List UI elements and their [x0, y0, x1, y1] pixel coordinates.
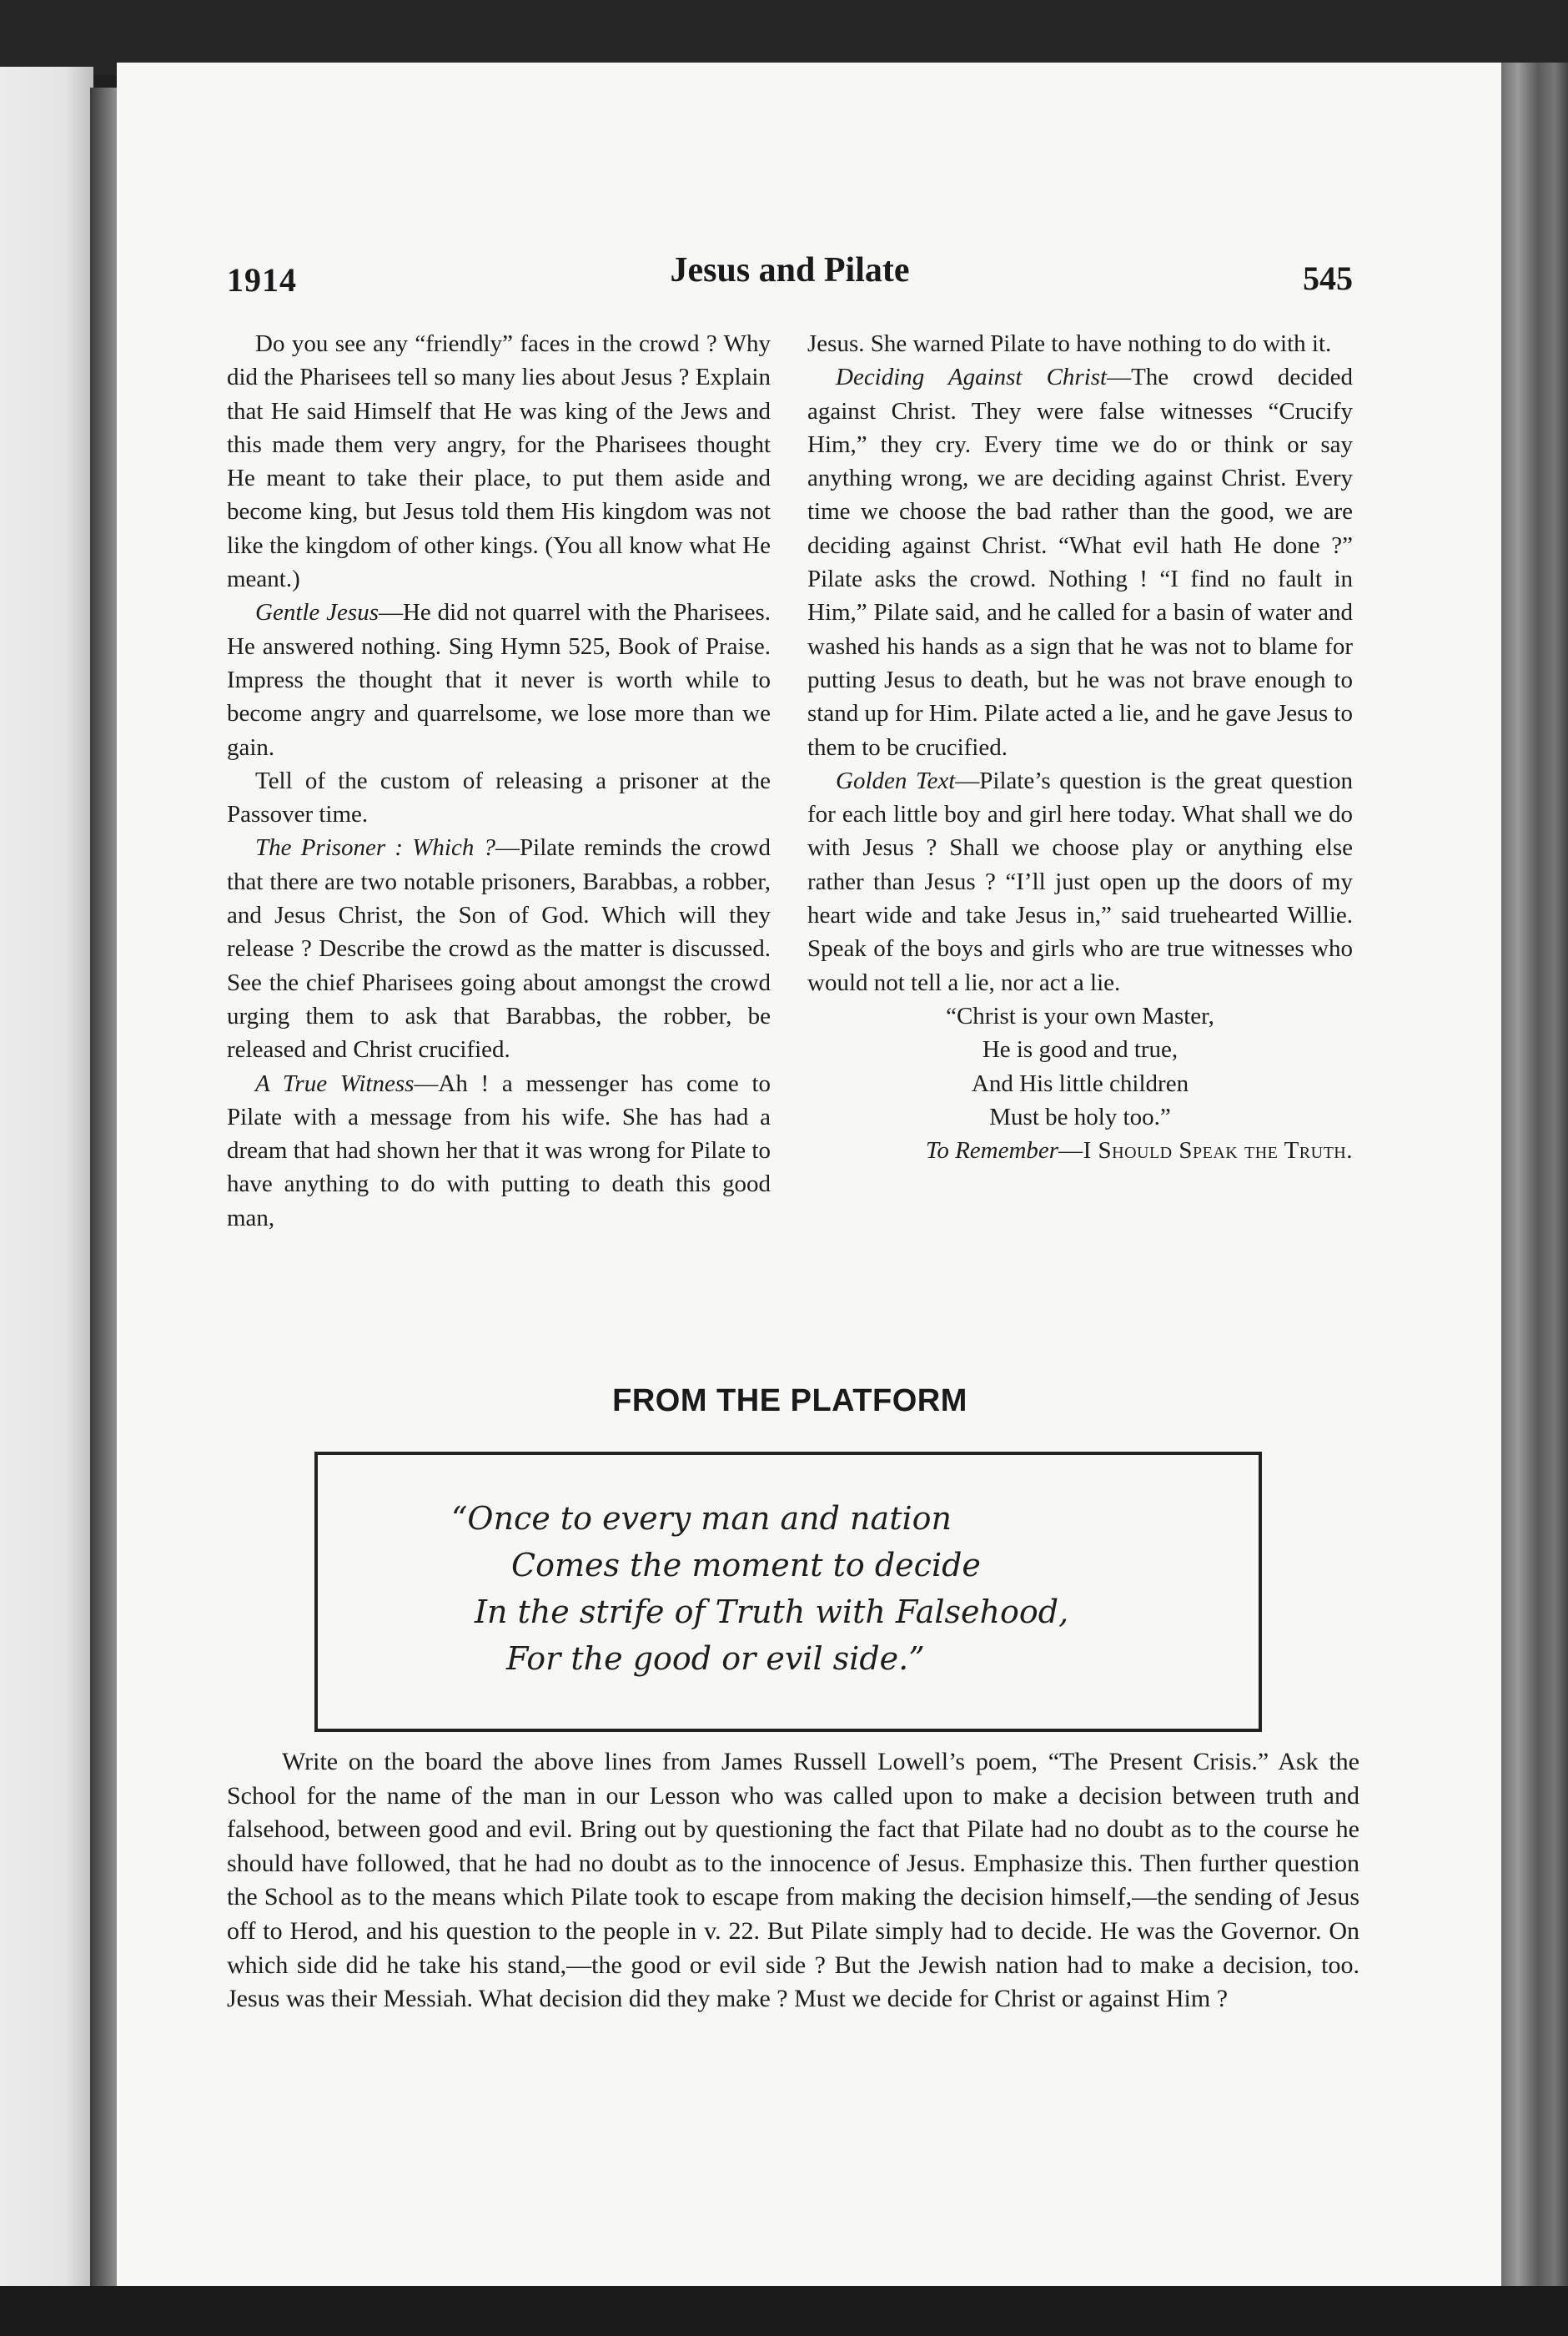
facing-page-edge	[0, 67, 93, 2286]
quote-line: “Once to every man and nation	[451, 1500, 952, 1537]
section-title: FROM THE PLATFORM	[612, 1383, 967, 1418]
paragraph	[807, 360, 1353, 764]
page-number: 545	[1303, 259, 1353, 297]
page-stack-edge	[1501, 63, 1568, 2286]
verse-line: Must be holy too.”	[989, 1103, 1171, 1130]
paragraph-text: —He did not quarrel with the Pharisees. He answered nothing. Sing Hymn 525, Book of Praise. Impress the thought that it never is worth while to become angry and quarrelsome, we lose more than we gain.	[227, 599, 771, 761]
running-header	[227, 250, 1353, 309]
paragraph: Jesus. She warned Pilate to have nothing to do with it.	[807, 330, 1332, 357]
quote-line: Comes the moment to decide	[511, 1547, 981, 1583]
header-year: 1914	[227, 261, 297, 299]
poem-quote	[451, 1495, 1202, 1682]
page-title: Jesus and Pilate	[670, 251, 910, 289]
paragraph-heading: The Prisoner : Which ?	[255, 834, 496, 862]
platform-body-text: Write on the board the above lines from James Russell Lowell’s poem, “The Present Crisis.” Ask the School for the name of the man in our Lesson who was called upon to make a decision between truth and falsehood, between good and evil. Bring out by questioning the fact that Pilate had no doubt as to the course he should have followed, that he had no doubt as to the innocence of Jesus. Emphasize this. Then further question the School as to the means which Pilate took to escape from making the decision himself,—the sending of Jesus off to Herod, and his question to the people in v. 22. But Pilate simply had to decide. He was the Governor. On which side did he take his stand,—the good or evil side ? But the Jewish nation had to make a decision, too. Jesus was their Messiah. What decision did they make ? Must we decide for Christ or against Him ?	[227, 1748, 1359, 2013]
verse-line: “Christ is your own Master,	[946, 1002, 1214, 1030]
quote-line: For the good or evil side.”	[506, 1640, 925, 1677]
paragraph	[227, 831, 771, 1066]
scan-background-bottom	[0, 2286, 1568, 2336]
paragraph-heading: Gentle Jesus	[255, 599, 379, 627]
paragraph-heading: Golden Text	[836, 767, 956, 794]
paragraph-text: —The crowd decided against Christ. They were false witnesses “Crucify Him,” they cry. Every time we do or think or say anything wrong, we are deciding against Christ. Every time we choose the bad rather than the good, we are deciding against Christ. “What evil hath He done ?” Pilate asks the crowd. Nothing ! “I find no fault in Him,” Pilate said, and he called for a basin of water and washed his hands as a sign that he was not to blame for putting Jesus to death, but he was not brave enough to stand up for Him. Pilate acted a lie, and he gave Jesus to them to be crucified.	[807, 364, 1353, 761]
paragraph-text: —Ah ! a messenger has come to Pilate with a message from his wife. She has had a dream that had shown her that it was wrong for Pilate to have anything to do with putting to death this good man,	[227, 1070, 771, 1231]
paragraph	[227, 1067, 771, 1235]
paragraph-heading: A True Witness	[255, 1070, 415, 1097]
paragraph: Do you see any “friendly” faces in the crowd ? Why did the Pharisees tell so many lies about Jesus ? Explain that He said Himself that He was king of the Jews and this made them very angry, for the Pharisees thought He meant to take their place, to put them aside and become king, but Jesus told them His kingdom was not like the kingdom of other kings. (You all know what He meant.)	[227, 330, 771, 593]
verse-line: And His little children	[971, 1070, 1189, 1097]
right-column	[807, 327, 1353, 1167]
quote-box	[314, 1452, 1262, 1732]
quote-line: In the strife of Truth with Falsehood,	[475, 1593, 1069, 1630]
paragraph: Tell of the custom of releasing a prisoner at the Passover time.	[227, 767, 771, 828]
paragraph-text: —Pilate’s question is the great question for each little boy and girl here today. What shall we do with Jesus ? Shall we choose play or anything else rather than Jesus ? “I’ll just open up the doors of my heart wide and take Jesus in,” said truehearted Willie. Speak of the boys and girls who are true witnesses who would not tell a lie, nor act a lie.	[807, 767, 1353, 996]
paragraph	[807, 764, 1353, 999]
verse-line: He is good and true,	[982, 1036, 1179, 1064]
paragraph	[227, 596, 771, 763]
paragraph-heading: Deciding Against Christ	[836, 364, 1108, 391]
paragraph-text: —Pilate reminds the crowd that there are two notable prisoners, Barabbas, a robber, and Jesus Christ, the Son of God. Which will they release ? Describe the crowd as the matter is discussed. See the chief Pharisees going about amongst the crowd urging them to ask that Barabbas, the robber, be released and Christ crucified.	[227, 834, 771, 1064]
to-remember-label: To Remember	[925, 1137, 1059, 1165]
verse	[807, 999, 1353, 1134]
to-remember	[807, 1134, 1353, 1167]
to-remember-text: —I Should Speak the Truth.	[1058, 1137, 1353, 1165]
left-column	[227, 327, 771, 1235]
